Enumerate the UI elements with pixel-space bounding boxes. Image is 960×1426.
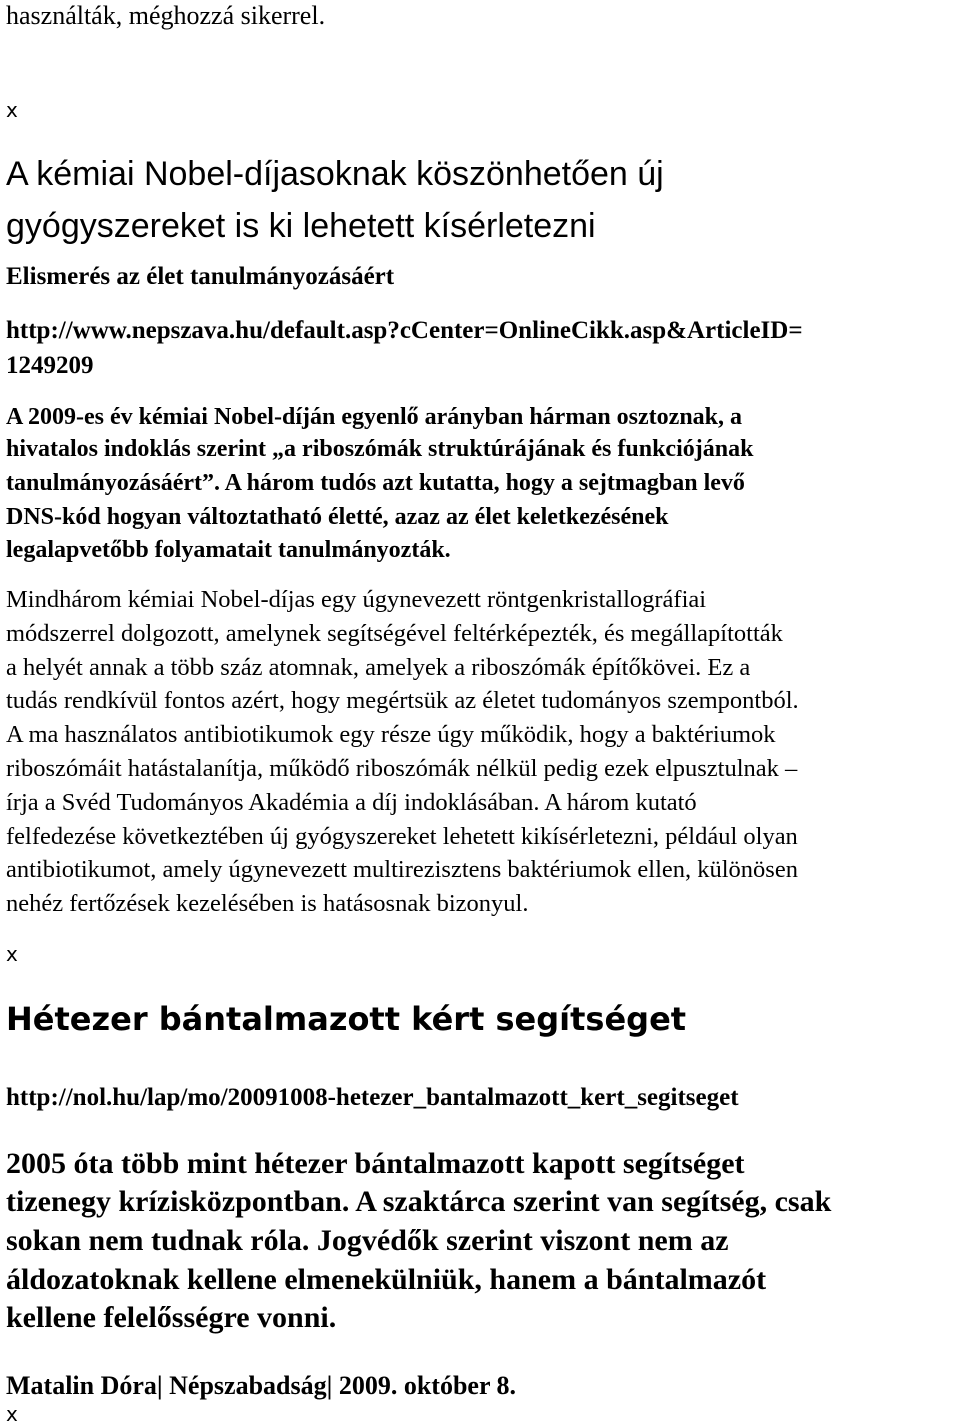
separator-mark: x: [6, 942, 18, 966]
lead-line: kellene felelősségre vonni.: [6, 1301, 337, 1334]
separator-mark: x: [6, 1402, 18, 1426]
article-title: Hétezer bántalmazott kért segítséget: [6, 1000, 687, 1038]
body-line: felfedezése következtében új gyógyszereket lehetett kikísérletezni, például olyan: [6, 823, 798, 850]
byline: Matalin Dóra| Népszabadság| 2009. október 8.: [6, 1371, 517, 1400]
article-title: A kémiai Nobel-díjasoknak köszönhetően új: [6, 155, 664, 193]
source-url: http://nol.hu/lap/mo/20091008-hetezer_bantalmazott_kert_segitseget: [6, 1084, 739, 1111]
body-line: írja a Svéd Tudományos Akadémia a díj indoklásában. A három kutató: [6, 789, 697, 816]
lead-line: tanulmányozásáért”. A három tudós azt kutatta, hogy a sejtmagban levő: [6, 470, 745, 496]
body-line: a helyét annak a több száz atomnak, amelyek a riboszómák építőkövei. Ez a: [6, 654, 751, 681]
lead-line: legalapvetőbb folyamatait tanulmányozták.: [6, 537, 451, 563]
lead-line: tizenegy krízisközpontban. A szaktárca szerint van segítség, csak: [6, 1185, 832, 1218]
article-subtitle: Elismerés az élet tanulmányozásáért: [6, 263, 395, 290]
body-line: módszerrel dolgozott, amelynek segítségével feltérképezték, és megállapították: [6, 620, 783, 647]
lead-line: áldozatoknak kellene elmenekülniük, hanem a bántalmazót: [6, 1263, 767, 1296]
lead-line: 2005 óta több mint hétezer bántalmazott kapott segítséget: [6, 1147, 745, 1180]
lead-line: sokan nem tudnak róla. Jogvédők szerint viszont nem az: [6, 1224, 729, 1257]
body-line: A ma használatos antibiotikumok egy része úgy működik, hogy a baktériumok: [6, 721, 776, 748]
top-text-line: használták, méghozzá sikerrel.: [6, 1, 326, 30]
lead-line: hivatalos indoklás szerint „a riboszómák struktúrájának és funkciójának: [6, 436, 754, 462]
body-line: antibiotikumot, amely úgynevezett multirezisztens baktériumok ellen, különösen: [6, 856, 798, 883]
body-line: tudás rendkívül fontos azért, hogy megértsük az életet tudományos szempontból.: [6, 687, 799, 714]
lead-line: DNS-kód hogyan változtatható életté, azaz az élet keletkezésének: [6, 504, 669, 530]
lead-line: A 2009-es év kémiai Nobel-díján egyenlő arányban hárman osztoznak, a: [6, 404, 743, 430]
body-line: Mindhárom kémiai Nobel-díjas egy úgynevezett röntgenkristallográfiai: [6, 586, 707, 613]
body-line: riboszómáit hatástalanítja, működő riboszómák nélkül pedig ezek elpusztulnak –: [6, 755, 798, 782]
separator-mark: x: [6, 98, 18, 122]
source-url: http://www.nepszava.hu/default.asp?cCenter=OnlineCikk.asp&ArticleID=: [6, 317, 803, 344]
article-title: gyógyszereket is ki lehetett kísérletezni: [6, 207, 596, 245]
source-url: 1249209: [6, 352, 94, 379]
body-line: nehéz fertőzések kezelésében is hatásosnak bizonyul.: [6, 890, 529, 917]
